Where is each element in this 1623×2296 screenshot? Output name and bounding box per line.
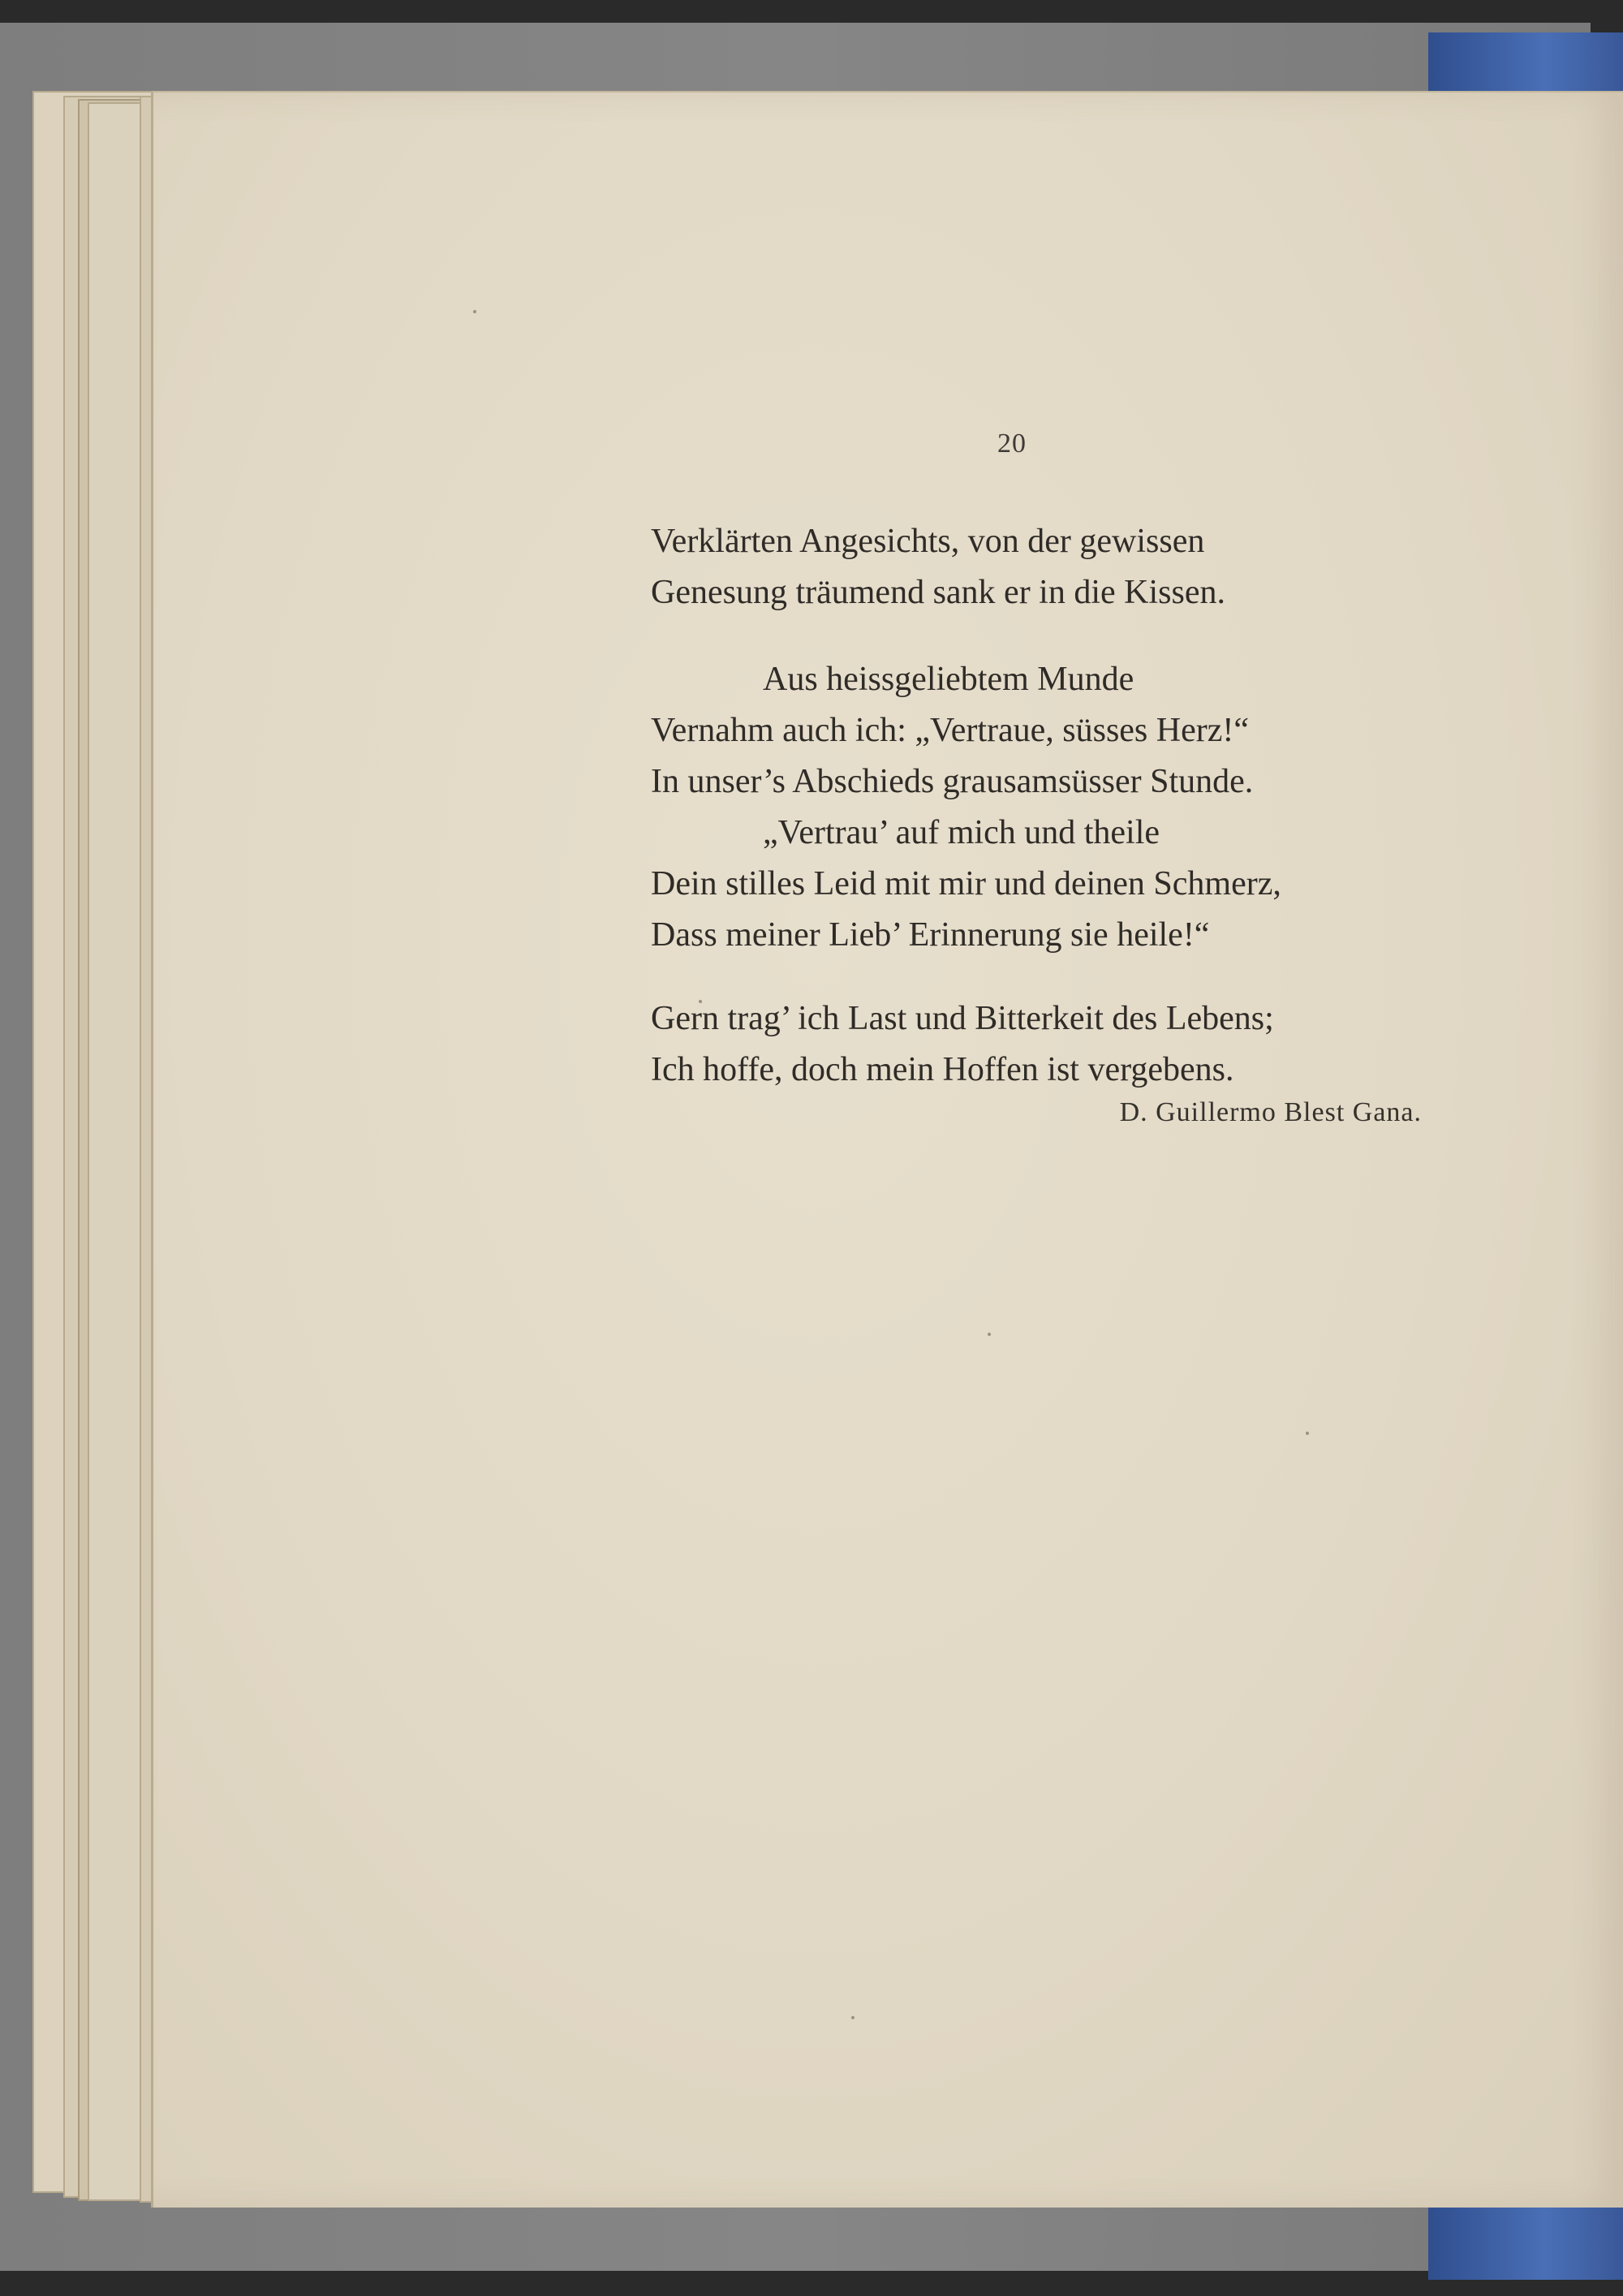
poem-text: [651, 516, 1462, 1096]
paper-speck: [1306, 1432, 1309, 1435]
poem-line: In unser’s Abschieds grausamsüsser Stunde.: [651, 763, 1254, 800]
poem-line: Dass meiner Lieb’ Erinnerung sie heile!“: [651, 916, 1210, 954]
stanza-break: [651, 618, 1462, 654]
poem-line: Aus heissgeliebtem Munde: [763, 661, 1134, 698]
poem-line: Vernahm auch ich: „Vertraue, süsses Herz!“: [651, 712, 1250, 749]
poem-line: „Vertrau’ auf mich und theile: [763, 814, 1160, 851]
poem-line: Ich hoffe, doch mein Hoffen ist vergebens.: [651, 1051, 1234, 1088]
paper-speck: [851, 2016, 855, 2019]
page-number: 20: [997, 429, 1027, 459]
stanza-break: [651, 961, 1462, 993]
poem-line: Gern trag’ ich Last und Bitterkeit des Lebens;: [651, 1000, 1274, 1037]
poem-line: Verklärten Angesichts, von der gewissen: [651, 523, 1205, 560]
paper-speck: [473, 310, 476, 313]
book-page: [151, 91, 1623, 2208]
author-signature: D. Guillermo Blest Gana.: [1119, 1097, 1422, 1127]
poem-line: Genesung träumend sank er in die Kissen.: [651, 574, 1225, 611]
poem-line: Dein stilles Leid mit mir und deinen Schmerz,: [651, 865, 1281, 902]
paper-speck: [988, 1333, 991, 1336]
